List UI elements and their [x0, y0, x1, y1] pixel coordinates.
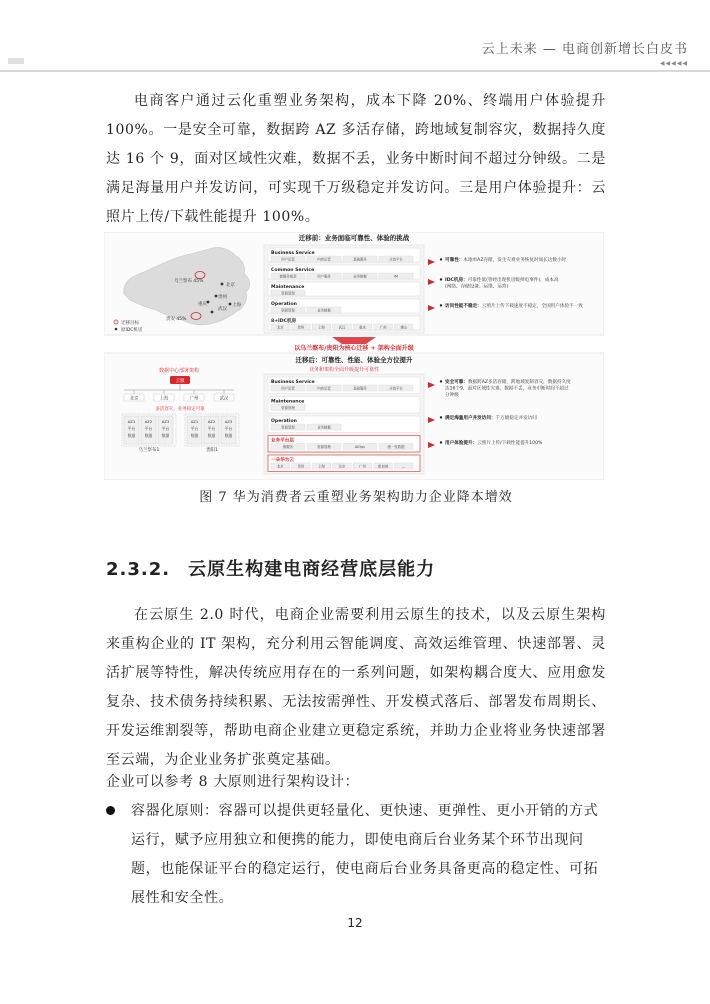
map-label-beijing: 北京 — [226, 283, 235, 288]
figure-caption: 图 7 华为消费者云重塑业务架构助力企业降本增效 — [199, 490, 513, 505]
az-cell-label: 数据 — [144, 433, 153, 438]
layer-item: 业务数据 — [353, 274, 367, 279]
page-number: 12 — [347, 916, 363, 930]
layer-item: 新加坡 — [378, 464, 389, 469]
map-label-wulanchabu: 乌兰察布 45% — [174, 279, 204, 284]
point-head: 可靠性： — [445, 258, 464, 263]
architecture-figure — [104, 232, 604, 480]
layer-item: 资源管理 — [281, 405, 295, 410]
az-cell-label: 平台 — [161, 426, 170, 431]
layer-item: 资源管理 — [317, 444, 331, 449]
point-bullet — [440, 278, 442, 280]
top-architecture-stack — [264, 245, 424, 333]
header-title: 云上未来 — 电商创新增长白皮书 — [481, 42, 688, 57]
city-label: 广州 — [189, 396, 199, 402]
principles-intro: 企业可以参考 8 大原则进行架构设计： — [106, 774, 360, 790]
layer-item: 统一发数据 — [387, 444, 405, 449]
layer-item: 用户运营 — [281, 257, 295, 262]
layer-item: 基础服务 — [353, 386, 367, 391]
map-legend-idc: 原IDC机房 — [121, 328, 143, 333]
layer-item: 资源管理 — [281, 308, 295, 313]
point-bullet — [440, 258, 442, 260]
point-bullet — [440, 304, 442, 306]
layer-name: 业务平台层 — [271, 438, 294, 444]
bullet-dot — [106, 806, 115, 815]
layer-item: 用户运营 — [281, 386, 295, 391]
layer-item: 微服务 — [282, 444, 294, 449]
bottom-architecture-stack — [264, 374, 424, 474]
az-cell-label: 数据 — [161, 433, 170, 438]
city-label: 上海 — [159, 396, 169, 402]
layer-item: 内容运营 — [317, 386, 331, 391]
point-text — [445, 439, 543, 446]
az-cell-label: AZ2 — [144, 419, 153, 424]
layer-name: Maintenance — [271, 285, 305, 290]
layer-name: 一朵华为云 — [271, 458, 294, 463]
point-head: 安全可靠： — [445, 380, 468, 385]
point-text — [445, 414, 537, 421]
layer-name: Operation — [271, 302, 297, 307]
point-bullet — [440, 441, 442, 443]
bottom-subtitle: 业务和架构全面升级提升可靠性 — [308, 367, 380, 373]
map-label-wuhan: 武汉 — [218, 307, 227, 312]
az-cell-label: 平台 — [207, 426, 216, 431]
point-bullet — [440, 380, 442, 382]
layer-item: 开放平台 — [389, 257, 403, 262]
point-body: 数据跨AZ多活存储，跨地域复制容灾，数据持久度 — [467, 380, 571, 385]
map-legend-target: 迁移目标 — [121, 321, 139, 326]
city-label: 武汉 — [219, 396, 229, 402]
section-title: 云原生构建电商经营底层能力 — [188, 559, 436, 580]
point-body: 云照片上传/下载性能提升100% — [477, 441, 543, 446]
point-body: 可靠性低(曾经出现机房级掉电事件)，成本高 — [467, 278, 559, 283]
section-heading — [106, 555, 435, 581]
az-cell-label: 数据 — [224, 433, 233, 438]
layer-item: 广州 — [379, 325, 387, 330]
principle-bullet — [106, 797, 606, 913]
layer-item: ... — [402, 464, 406, 469]
intro-paragraph: 电商客户通过云化重塑业务架构，成本下降 20%、终端用户体验提升 100%。一是安全可靠，数据跨 AZ 多活存储，跨地域复制容灾，数据持久度达 16 个 9，面对区域性灾难，数据不丢，业务中断时间不超过分钟级。二是满足海量用户并发访问，可实现千万级稳定并发访问。三是用户体验提升：云照片上传/下载性能提升 100%。 — [106, 93, 606, 225]
layer-item: 佛山 — [400, 325, 408, 330]
layer-name: Maintenance — [271, 399, 305, 405]
layer-name: 8+IDC机房 — [271, 319, 297, 324]
layer-item: 武汉 — [338, 325, 346, 330]
layer-item: 北京 — [276, 464, 284, 469]
layer-item: 业务数据 — [317, 425, 331, 430]
point-head: 用户体验提升： — [445, 441, 478, 446]
map-label-chongqing: 重庆 — [198, 302, 207, 307]
fig-banner: 以乌兰察布/贵阳为核心迁移 + 架构全面升级 — [294, 345, 414, 352]
city-label: 北京 — [129, 396, 139, 402]
az-cell-label: 平台 — [224, 426, 233, 431]
layer-item: 上海 — [318, 325, 325, 330]
layer-item: IM — [394, 274, 398, 279]
layer-item: 广州 — [359, 464, 366, 469]
map-label-shanghai: 上海 — [232, 303, 241, 308]
layer-item: 贵州 — [297, 464, 305, 469]
layer-name: Business Service — [271, 251, 315, 256]
map-label-guian: 贵安 45% — [166, 317, 187, 322]
az-cell-label: 平台 — [127, 426, 136, 431]
layer-item: 内容运营 — [317, 257, 331, 262]
point-body: 本地单AZ存储，发生灾难业务恢复时间长达数小时 — [463, 258, 567, 263]
layer-name: Common Service — [271, 268, 315, 273]
map-label-guizhou: 贵州 — [218, 295, 227, 300]
point-body: 云照片上传下载速度不稳定，全国用户体验不一致 — [481, 304, 583, 309]
layer-name: Operation — [271, 419, 297, 424]
point-text-cont: (网络、存储设备、运维、运营) — [445, 284, 509, 290]
az-cell-label: AZ1 — [127, 419, 136, 424]
layer-item: 重庆 — [359, 325, 366, 330]
region-label-1: 乌兰察布1 — [138, 448, 160, 453]
section-number: 2.3.2. — [106, 559, 171, 580]
az-cell-label: AZ3 — [224, 419, 233, 424]
point-head: 满足海量用户并发访问： — [445, 416, 496, 421]
page-header — [482, 38, 688, 67]
az-cell-label: 数据 — [207, 433, 216, 438]
header-divider — [0, 70, 710, 72]
layer-item: AIOps — [355, 444, 365, 449]
fig-top-title: 迁移前：业务面临可靠性、体验的挑战 — [298, 234, 410, 242]
layer-item: 北京 — [338, 464, 346, 469]
point-text — [445, 256, 567, 263]
layer-item: 开放平台 — [389, 386, 403, 391]
point-bullet — [440, 416, 442, 418]
dr-label: 多活容灾，业务稳定可靠 — [155, 407, 205, 412]
layer-item: 微服务框架 — [279, 274, 297, 279]
point-text — [445, 378, 571, 385]
az-cell-label: AZ3 — [161, 419, 170, 424]
layer-item: 用户服务 — [317, 274, 331, 279]
header-divider-accent — [8, 58, 24, 64]
layer-item: 资源管理 — [281, 291, 295, 296]
region-label-2: 贵阳1 — [206, 448, 218, 453]
point-head: 访问性能不稳定： — [445, 304, 482, 309]
layer-item: 基础服务 — [353, 257, 367, 262]
section-paragraph: 在云原生 2.0 时代，电商企业需要利用云原生的技术，以及云原生架构来重构企业的 IT 架构，充分利用云智能调度、高效运维管理、快速部署、灵活扩展等特性，解决传统应用存在的一系列问题，如架构耦合度大、应用愈发复杂、技术债务持续积累、无法按需弹性、开发模式落后、部署发布周期长、开发运维割裂等，帮助电商企业建立更稳定系统，并助力企业将业务快速部署至云端，为企业业务扩张奠定基础。 — [106, 607, 606, 768]
layer-item: 上海 — [318, 464, 325, 469]
layer-item: 业务数据 — [317, 308, 331, 313]
layer-item: 贵州 — [297, 325, 305, 330]
point-text — [445, 302, 583, 309]
point-text-cont: 达16个9，面对区域性灾难，数据不丢，业务中断时间不超过 — [445, 386, 569, 392]
point-text-cont: 分钟级 — [445, 393, 459, 398]
az-cell-label: AZ1 — [190, 419, 199, 424]
cloud-label: 云服 — [175, 379, 185, 384]
az-cell-label: 数据 — [190, 433, 199, 438]
header-arrows: ◀◀◀◀◀ — [659, 60, 688, 67]
layer-name: Business Service — [271, 380, 315, 385]
az-cell-label: 数据 — [127, 433, 136, 438]
layer-item: 资源管理 — [281, 425, 295, 430]
az-cell-label: AZ2 — [207, 419, 216, 424]
az-cell-label: 平台 — [144, 426, 153, 431]
point-body: 千万级稳定并发访问 — [495, 416, 537, 421]
deploy-title: 数据中心部署架构 — [158, 368, 200, 374]
point-text — [445, 276, 559, 283]
layer-item: 北京 — [276, 325, 284, 330]
fig-bottom-title: 迁移后：可靠性、性能、体验全方位提升 — [295, 356, 413, 364]
principle-text: 容器化原则：容器可以提供更轻量化、更快速、更弹性、更小开销的方式运行，赋予应用独立和便携的能力，即使电商后台业务某个环节出现问题，也能保证平台的稳定运行，使电商后台业务具备更高的稳定性、可拓展性和安全性。 — [131, 803, 599, 906]
point-head: IDC机房： — [445, 278, 468, 283]
az-cell-label: 平台 — [190, 426, 199, 431]
